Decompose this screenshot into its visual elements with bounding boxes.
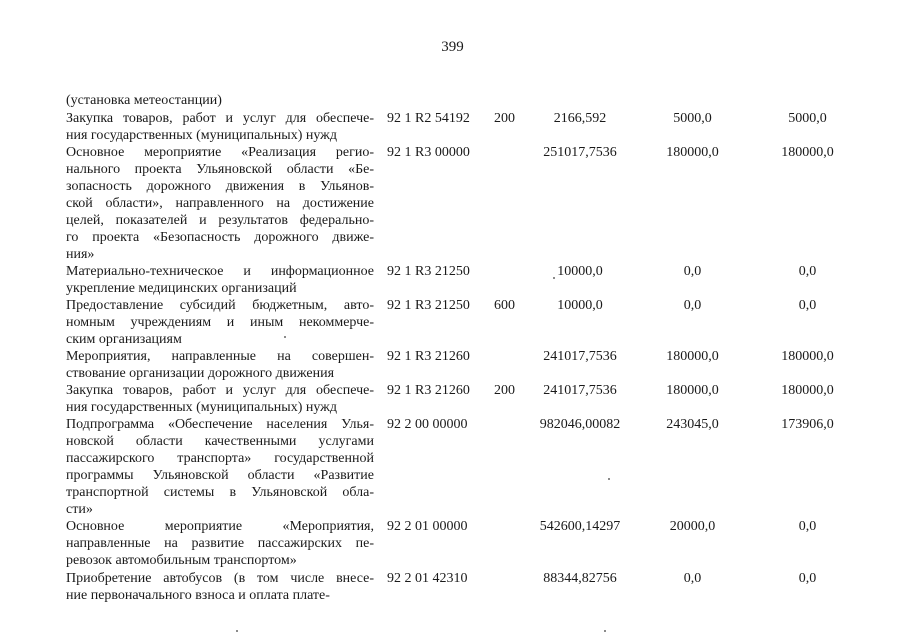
amount-year-1: 10000,0 xyxy=(557,298,603,313)
row-description xyxy=(66,263,374,297)
target-article-code: 92 1 R3 21260 xyxy=(387,349,470,364)
amount-year-3: 173906,0 xyxy=(781,417,834,432)
description-line: направленные на развитие пассажирских пе- xyxy=(66,536,374,551)
amount-year-2: 180000,0 xyxy=(666,383,719,398)
amount-year-2: 0,0 xyxy=(683,264,702,279)
scan-speck xyxy=(553,277,555,279)
target-article-code: 92 2 01 42310 xyxy=(387,571,468,586)
description-line: Предоставление субсидий бюджетным, авто- xyxy=(66,298,374,313)
target-article-code: 92 1 R3 21250 xyxy=(387,298,470,313)
amount-year-1: 88344,82756 xyxy=(543,571,617,586)
description-line: Закупка товаров, работ и услуг для обеспече- xyxy=(66,383,374,398)
description-line: Мероприятия, направленные на совершен- xyxy=(66,349,374,364)
description-line: Приобретение автобусов (в том числе внесе- xyxy=(66,571,374,586)
expense-type-code: 200 xyxy=(494,383,515,398)
row-description xyxy=(66,110,374,144)
amount-year-3: 0,0 xyxy=(798,519,817,534)
description-line: новской области качественными услугами xyxy=(66,434,374,449)
scan-speck xyxy=(604,630,606,632)
amount-year-3: 0,0 xyxy=(798,571,817,586)
row-description xyxy=(66,570,374,604)
row-description xyxy=(66,348,374,382)
target-article-code: 92 2 00 00000 xyxy=(387,417,468,432)
description-line: ния государственных (муниципальных) нужд xyxy=(66,400,337,415)
description-line: го проекта «Безопасность дорожного движе- xyxy=(66,230,374,245)
amount-year-3: 0,0 xyxy=(798,298,817,313)
amount-year-2: 243045,0 xyxy=(666,417,719,432)
row-description xyxy=(66,416,374,518)
amount-year-2: 0,0 xyxy=(683,571,702,586)
scan-speck xyxy=(236,630,238,632)
description-line: ской области», направленного на достижение xyxy=(66,196,374,211)
amount-year-2: 180000,0 xyxy=(666,349,719,364)
description-line: ревозок автомобильным транспортом» xyxy=(66,553,297,568)
description-line: программы Ульяновской области «Развитие xyxy=(66,468,374,483)
row-description xyxy=(66,382,374,416)
description-line: ния» xyxy=(66,247,95,262)
amount-year-1: 2166,592 xyxy=(553,111,607,126)
amount-year-1: 982046,00082 xyxy=(539,417,621,432)
description-line: ским организациям xyxy=(66,332,182,347)
description-line: ние первоначального взноса и оплата плате- xyxy=(66,588,330,603)
amount-year-3: 5000,0 xyxy=(788,111,827,126)
amount-year-1: 542600,14297 xyxy=(539,519,621,534)
scan-speck xyxy=(284,336,286,338)
scan-speck xyxy=(608,478,610,480)
row-description xyxy=(66,297,374,348)
amount-year-1: 10000,0 xyxy=(557,264,603,279)
description-line: Основное мероприятие «Реализация регио- xyxy=(66,145,374,160)
description-line: Основное мероприятие «Мероприятия, xyxy=(66,519,374,534)
amount-year-3: 0,0 xyxy=(798,264,817,279)
amount-year-2: 20000,0 xyxy=(669,519,716,534)
description-line: зопасность дорожного движения в Ульянов- xyxy=(66,179,374,194)
target-article-code: 92 1 R3 21250 xyxy=(387,264,470,279)
row-description xyxy=(66,92,374,109)
amount-year-2: 5000,0 xyxy=(673,111,712,126)
amount-year-1: 251017,7536 xyxy=(543,145,617,160)
target-article-code: 92 1 R2 54192 xyxy=(387,111,470,126)
row-description xyxy=(66,518,374,569)
row-description xyxy=(66,144,374,263)
amount-year-3: 180000,0 xyxy=(781,145,834,160)
amount-year-1: 241017,7536 xyxy=(543,383,617,398)
description-line: Закупка товаров, работ и услуг для обеспече- xyxy=(66,111,374,126)
description-line: целей, показателей и результатов федерально- xyxy=(66,213,374,228)
description-line: (установка метеостанции) xyxy=(66,93,222,108)
page-number: 399 xyxy=(441,39,464,55)
description-line: Материально-техническое и информационное xyxy=(66,264,374,279)
description-line: Подпрограмма «Обеспечение населения Улья- xyxy=(66,417,374,432)
expense-type-code: 600 xyxy=(494,298,515,313)
description-line: номным учреждениям и иным некоммерче- xyxy=(66,315,374,330)
amount-year-1: 241017,7536 xyxy=(543,349,617,364)
target-article-code: 92 2 01 00000 xyxy=(387,519,468,534)
target-article-code: 92 1 R3 00000 xyxy=(387,145,470,160)
amount-year-2: 0,0 xyxy=(683,298,702,313)
description-line: нального проекта Ульяновской области «Бе- xyxy=(66,162,374,177)
description-line: транспортной системы в Ульяновской обла- xyxy=(66,485,374,500)
description-line: ствование организации дорожного движения xyxy=(66,366,335,381)
amount-year-3: 180000,0 xyxy=(781,383,834,398)
description-line: сти» xyxy=(66,502,93,517)
description-line: укрепление медицинских организаций xyxy=(66,281,297,296)
description-line: ния государственных (муниципальных) нужд xyxy=(66,128,337,143)
amount-year-3: 180000,0 xyxy=(781,349,834,364)
description-line: пассажирского транспорта» государственной xyxy=(66,451,374,466)
target-article-code: 92 1 R3 21260 xyxy=(387,383,470,398)
amount-year-2: 180000,0 xyxy=(666,145,719,160)
expense-type-code: 200 xyxy=(494,111,515,126)
